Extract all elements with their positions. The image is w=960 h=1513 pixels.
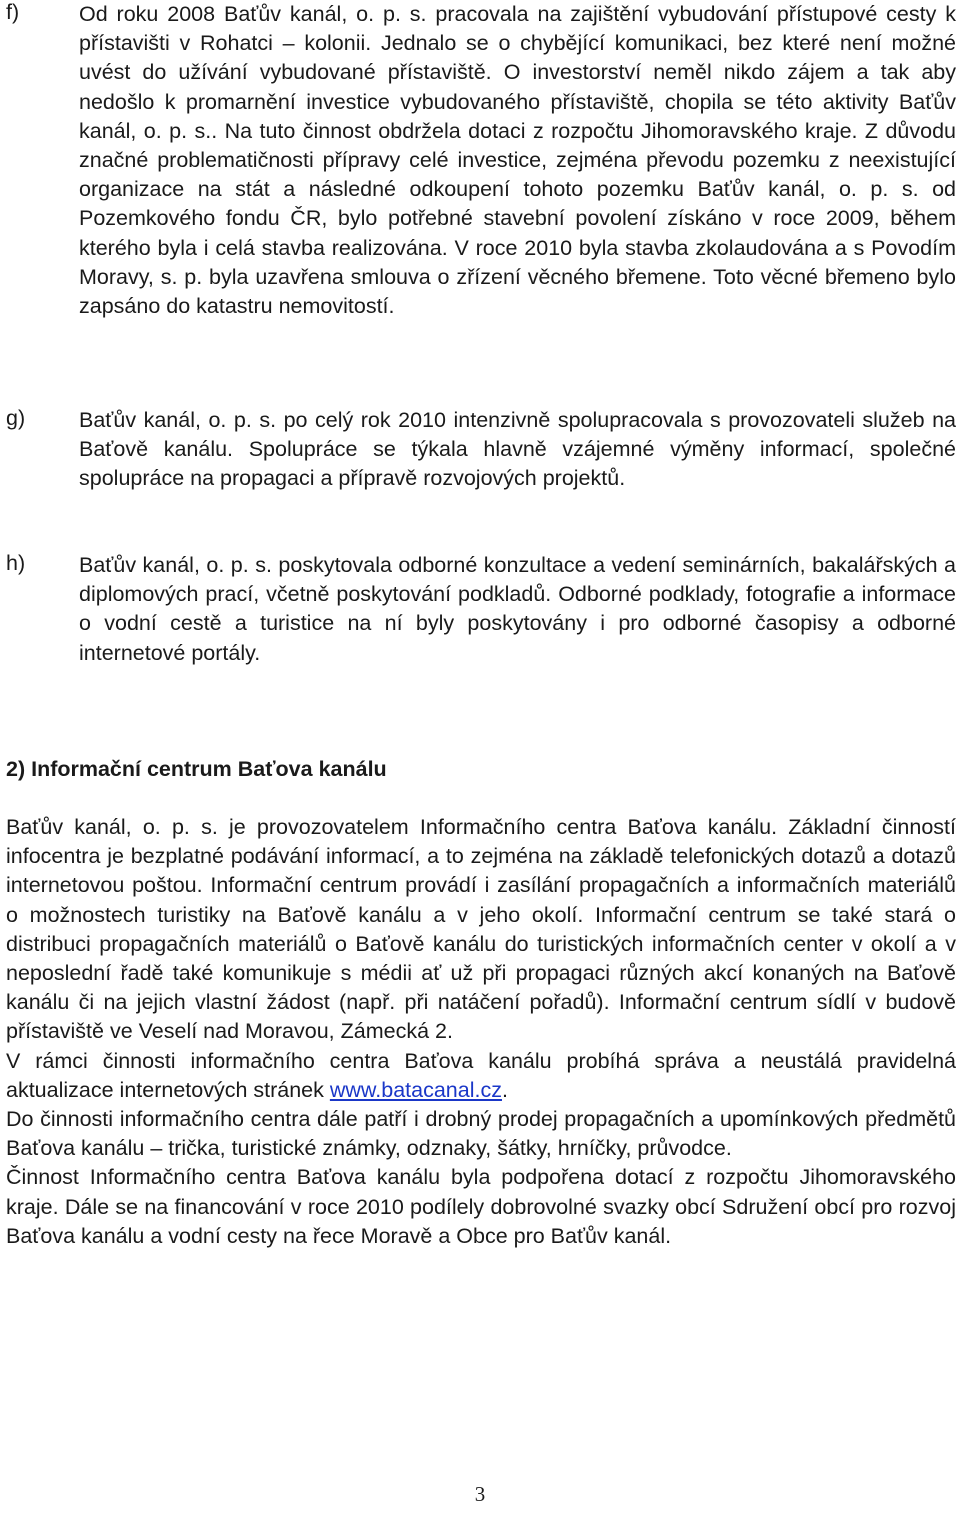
list-marker: g) bbox=[6, 406, 26, 430]
list-marker: h) bbox=[6, 551, 26, 575]
list-item-h bbox=[6, 551, 956, 668]
list-marker: f) bbox=[6, 0, 20, 24]
list-item-text: Baťův kanál, o. p. s. po celý rok 2010 intenzivně spolupracovala s provozovateli služeb na Baťově kanálu. Spolupráce se týkala hlavně vzájemné výměny informací, společné spolupráce na propagaci a přípravě rozvojových projektů. bbox=[79, 408, 956, 491]
list-item-g bbox=[6, 406, 956, 494]
paragraph: Činnost Informačního centra Baťova kanálu byla podpořena dotací z rozpočtu Jihomoravského kraje. Dále se na financování v roce 2010 podílely dobrovolné svazky obcí Sdružení obcí pro rozvoj Baťova kanálu a vodní cesty na řece Moravě a Obce pro Baťův kanál. bbox=[6, 1165, 956, 1248]
paragraph-text: . bbox=[501, 1077, 508, 1102]
list-item-f bbox=[6, 0, 956, 321]
paragraph-with-link bbox=[6, 1047, 956, 1105]
list-item-text: Od roku 2008 Baťův kanál, o. p. s. pracovala na zajištění vybudování přístupové cesty k přístavišti v Rohatci – kolonii. Jednalo se o chybějící komunikaci, bez které není možné uvést do užívání vybudované přístaviště. O investorství neměl nikdo zájem a tak aby nedošlo k promarnění investice vybudovaného přístaviště, chopila se této aktivity Baťův kanál, o. p. s.. Na tuto činnost obdržela dotaci z rozpočtu Jihomoravského kraje. Z důvodu značné problematičnosti přípravy celé investice, zejména převodu pozemku z neexistující organizace na stát a následné odkoupení tohoto pozemku Baťův kanál, o. p. s. od Pozemkového fondu ČR, bylo potřebné stavební povolení získáno v roce 2009, během kterého byla i celá stavba realizována. V roce 2010 byla stavba zkolaudována a s Povodím Moravy, s. p. byla uzavřena smlouva o zřízení věcného břemene. Toto věcné břemeno bylo zapsáno do katastru nemovitostí. bbox=[79, 2, 956, 319]
paragraph-text: V rámci činnosti informačního centra Baťova kanálu probíhá správa a neustálá pravidelná aktualizace internetových stránek bbox=[6, 1048, 956, 1102]
paragraph: Baťův kanál, o. p. s. je provozovatelem Informačního centra Baťova kanálu. Základní činností infocentra je bezplatné podávání informací, a to zejména na základě telefonických dotazů a dotazů internetovou poštou. Informační centrum provádí i zasílání propagačních a informačních materiálů o možnostech turistiky na Baťově kanálu a v jeho okolí. Informační centrum se také stará o distribuci propagačních materiálů o Baťově kanálu do turistických informačních center v okolí a v neposlední řadě také komunikuje s médii ať už při propagaci různých akcí konaných na Baťově kanálu či na jejich vlastní žádost (např. při natáčení pořadů). Informační centrum sídlí v budově přístaviště ve Veselí nad Moravou, Zámecká 2. bbox=[6, 815, 956, 1044]
list-item-text: Baťův kanál, o. p. s. poskytovala odborné konzultace a vedení seminárních, bakalářských a diplomových prací, včetně poskytování podkladů. Odborné podklady, fotografie a informace o vodní cestě a turistice na ní byly poskytovány i pro odborné časopisy a odborné internetové portály. bbox=[79, 553, 956, 665]
page-number: 3 bbox=[474, 1482, 486, 1506]
section-body bbox=[6, 813, 956, 1251]
section-heading: 2) Informační centrum Baťova kanálu bbox=[6, 757, 387, 781]
website-link[interactable]: www.batacanal.cz bbox=[329, 1077, 502, 1102]
paragraph: Do činnosti informačního centra dále patří i drobný prodej propagačních a upomínkových předmětů Baťova kanálu – trička, turistické známky, odznaky, šátky, hrníčky, průvodce. bbox=[6, 1107, 956, 1161]
